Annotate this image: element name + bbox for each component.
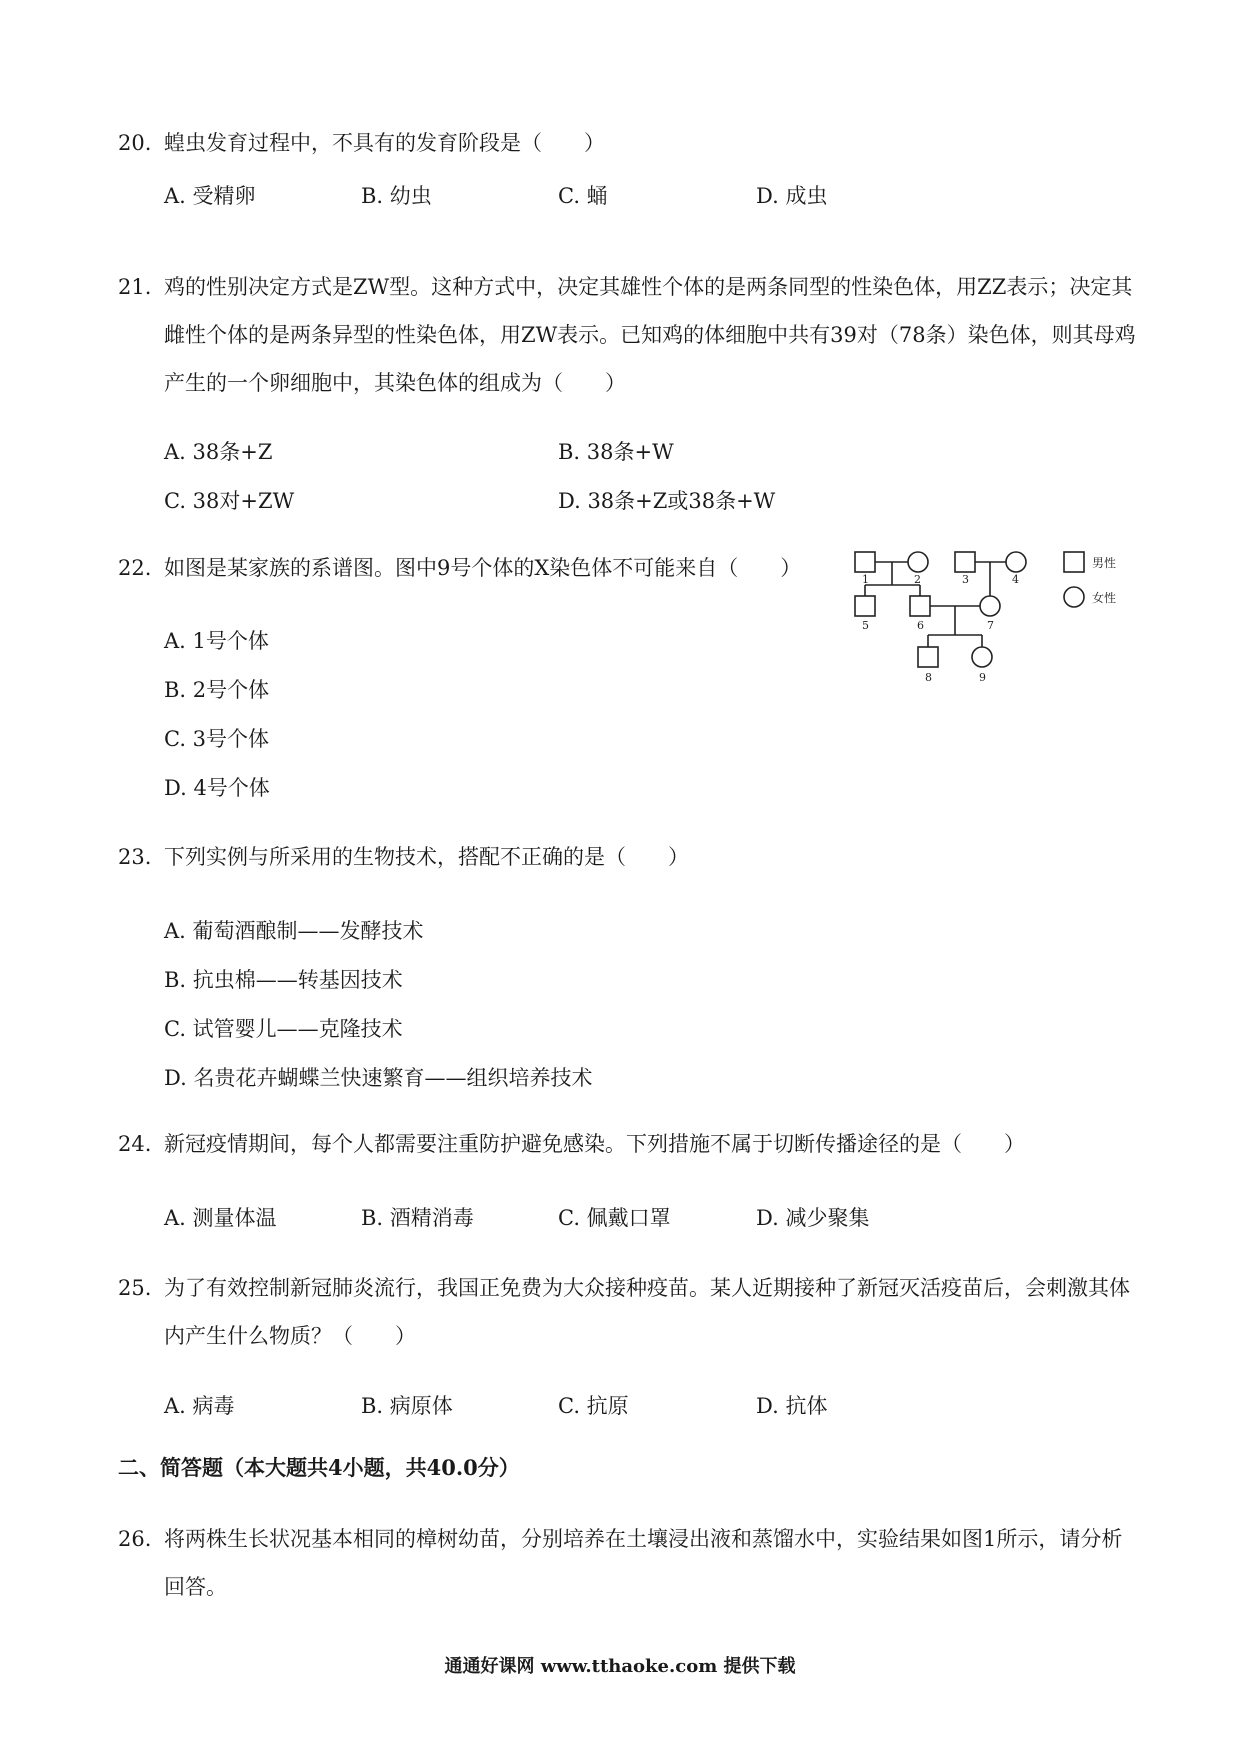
pedigree-female-4	[1006, 552, 1026, 572]
option-b: B. 38条+W	[558, 440, 674, 464]
option-d: D. 抗体	[756, 1394, 828, 1418]
question-text: 如图是某家族的系谱图。图中9号个体的X染色体不可能来自（ ）	[164, 556, 802, 580]
option-d: D. 名贵花卉蝴蝶兰快速繁育——组织培养技术	[164, 1066, 593, 1090]
option-a: A. 测量体温	[164, 1206, 277, 1230]
question-number: 22.	[118, 556, 152, 580]
question-text: 将两株生长状况基本相同的樟树幼苗，分别培养在土壤浸出液和蒸馏水中，实验结果如图1所示，请分析回答。	[164, 1527, 1123, 1599]
option-c: C. 试管婴儿——克隆技术	[164, 1017, 403, 1041]
question-text: 蝗虫发育过程中，不具有的发育阶段是（ ）	[164, 131, 605, 155]
option-a: A. 受精卵	[164, 184, 256, 208]
pedigree-female-9	[972, 647, 992, 667]
question-number: 23.	[118, 845, 152, 869]
option-a: A. 病毒	[164, 1394, 235, 1418]
question-24	[118, 1120, 1138, 1168]
question-26	[118, 1515, 1138, 1611]
pedigree-male-6	[910, 596, 930, 616]
option-b: B. 病原体	[361, 1394, 453, 1418]
pedigree-label-5: 5	[862, 619, 869, 632]
option-c: C. 蛹	[558, 184, 608, 208]
question-20	[118, 119, 1138, 167]
legend-female-label: 女性	[1092, 591, 1117, 605]
question-number: 21.	[118, 275, 152, 299]
option-c: C. 38对+ZW	[164, 489, 295, 513]
option-a: A. 葡萄酒酿制——发酵技术	[164, 919, 424, 943]
question-text: 下列实例与所采用的生物技术，搭配不正确的是（ ）	[164, 845, 689, 869]
question-text: 为了有效控制新冠肺炎流行，我国正免费为大众接种疫苗。某人近期接种了新冠灭活疫苗后，会刺激其体内产生什么物质？（ ）	[164, 1276, 1130, 1348]
pedigree-male-8	[918, 647, 938, 667]
question-23	[118, 833, 1138, 881]
option-a: A. 38条+Z	[164, 440, 273, 464]
pedigree-male-1	[855, 552, 875, 572]
option-d: D. 38条+Z或38条+W	[558, 489, 776, 513]
legend-male-icon	[1064, 552, 1084, 572]
option-d: D. 减少聚集	[756, 1206, 870, 1230]
pedigree-label-3: 3	[962, 573, 969, 586]
pedigree-male-5	[855, 596, 875, 616]
option-c: C. 佩戴口罩	[558, 1206, 671, 1230]
legend-male-label: 男性	[1092, 556, 1117, 570]
pedigree-label-6: 6	[917, 619, 924, 632]
pedigree-label-1: 1	[862, 573, 869, 586]
page-footer: 通通好课网 www.tthaoke.com 提供下载	[444, 1656, 796, 1677]
option-d: D. 4号个体	[164, 776, 270, 800]
question-25	[118, 1264, 1138, 1360]
question-text: 鸡的性别决定方式是ZW型。这种方式中，决定其雄性个体的是两条同型的性染色体，用ZZ表示；决定其雌性个体的是两条异型的性染色体，用ZW表示。已知鸡的体细胞中共有39对（78条）染色体，则其母鸡产生的一个卵细胞中，其染色体的组成为（ ）	[164, 275, 1136, 395]
pedigree-female-7	[980, 596, 1000, 616]
option-b: B. 抗虫棉——转基因技术	[164, 968, 403, 992]
question-number: 25.	[118, 1276, 152, 1300]
option-d: D. 成虫	[756, 184, 828, 208]
question-number: 26.	[118, 1527, 152, 1551]
pedigree-label-9: 9	[979, 671, 986, 684]
legend-female-icon	[1064, 587, 1084, 607]
question-21	[118, 263, 1138, 407]
pedigree-diagram	[840, 545, 1140, 705]
pedigree-label-2: 2	[914, 573, 921, 586]
option-b: B. 2号个体	[164, 678, 270, 702]
section-heading: 二、简答题（本大题共4小题，共40.0分）	[118, 1455, 520, 1480]
pedigree-label-4: 4	[1012, 573, 1019, 586]
option-a: A. 1号个体	[164, 629, 269, 653]
pedigree-label-7: 7	[987, 619, 994, 632]
option-c: C. 抗原	[558, 1394, 629, 1418]
question-number: 20.	[118, 131, 152, 155]
question-22	[118, 544, 838, 592]
option-c: C. 3号个体	[164, 727, 270, 751]
pedigree-label-8: 8	[925, 671, 932, 684]
option-b: B. 幼虫	[361, 184, 432, 208]
question-number: 24.	[118, 1132, 152, 1156]
pedigree-male-3	[955, 552, 975, 572]
option-b: B. 酒精消毒	[361, 1206, 474, 1230]
pedigree-female-2	[908, 552, 928, 572]
question-text: 新冠疫情期间，每个人都需要注重防护避免感染。下列措施不属于切断传播途径的是（ ）	[164, 1132, 1025, 1156]
